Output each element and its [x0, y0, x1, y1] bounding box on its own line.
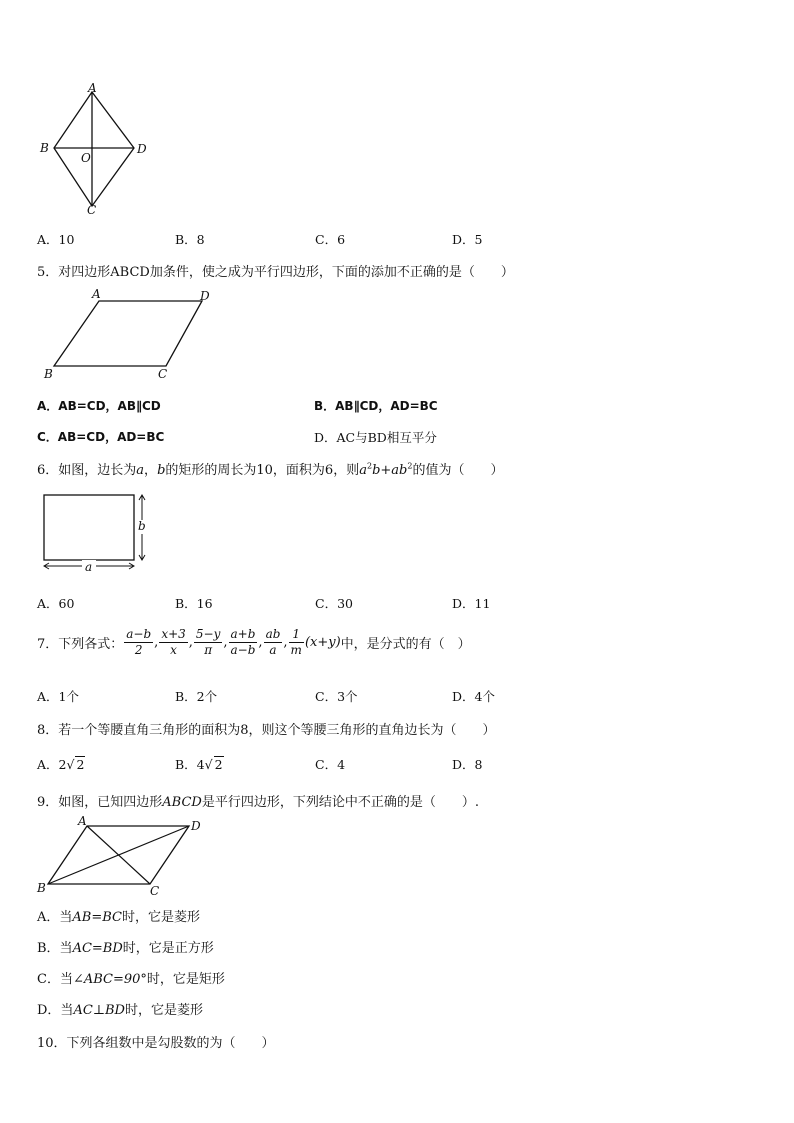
q6-stem-start: 6．如图，边长为	[37, 463, 137, 478]
diagonal-bd	[48, 826, 189, 884]
q9-option-a[interactable]	[37, 906, 200, 925]
q7-stem: 7．下列各式： $\frac{a-b}{2}$ , $\frac{x+3}{x}$ , $\frac{5-y}{\pi}$ , $\frac{a+b}{a-b}$ , $\frac{ab}{a}$ , $\frac{1}{m}$ (x+y)中，是分式的有（ ）	[37, 627, 471, 657]
fraction-2: $\frac{x+3}{x}$	[161, 627, 186, 657]
q9-option-c-expr: ∠ABC=90°	[72, 972, 147, 987]
q10-stem: 10．下列各组数中是勾股数的为（ ）	[37, 1036, 275, 1051]
q5-stem: 5．对四边形ABCD加条件，使之成为平行四边形，下面的添加不正确的是（ ）	[37, 265, 514, 280]
vertex-label-a: A	[92, 287, 101, 301]
fraction-6: $\frac{1}{m}$	[290, 627, 302, 657]
vertex-label-a: A	[78, 814, 87, 828]
q6-option-d[interactable]: D．11	[452, 596, 491, 611]
q8-option-a-prefix: A．2	[37, 757, 67, 772]
q8-option-a-radicand: 2	[76, 757, 85, 772]
fraction-5: $\frac{ab}{a}$	[265, 627, 281, 657]
rectangle-figure	[36, 490, 161, 578]
side-label-a: a	[85, 560, 93, 574]
q8-stem: 8．若一个等腰直角三角形的面积为8，则这个等腰三角形的直角边长为（ ）	[37, 723, 496, 738]
vertex-label-d: D	[137, 142, 147, 156]
q8-option-a[interactable]	[37, 755, 85, 773]
fraction-4: $\frac{a+b}{a-b}$	[230, 627, 256, 657]
q5-option-c[interactable]	[37, 428, 164, 445]
vertex-label-b: B	[37, 881, 46, 895]
q9-option-c[interactable]	[37, 968, 225, 987]
q9-option-a-expr: AB=BC	[72, 910, 122, 925]
side-label-b: b	[138, 519, 146, 533]
rhombus-outline	[54, 92, 134, 206]
vertex-label-c: C	[150, 884, 160, 898]
q4-option-b[interactable]: B．8	[175, 232, 205, 247]
parallelogram-figure-q9	[34, 814, 209, 898]
center-label-o: O	[81, 151, 91, 165]
q6-stem-mid: 的矩形的周长为10，面积为6，则	[165, 463, 360, 478]
q4-option-d[interactable]: D．5	[452, 232, 483, 247]
q5-option-b-text: B．AB∥CD，AD=BC	[314, 399, 438, 413]
parallelogram-figure-q5	[40, 286, 220, 382]
q6-expr-a: a	[359, 463, 367, 478]
rectangle-outline	[44, 495, 134, 560]
q6-stem-end: 的值为（ ）	[412, 463, 504, 478]
q7-option-a[interactable]: A．1个	[37, 689, 79, 704]
vertex-label-a: A	[88, 82, 97, 95]
vertex-label-d: D	[200, 289, 210, 303]
q9-stem-var: ABCD	[162, 795, 202, 810]
q5-option-a[interactable]	[37, 397, 161, 414]
q7-stem-start: 7．下列各式：	[37, 637, 124, 652]
q7-tail-expr: (x+y)	[304, 635, 341, 650]
q6-exponent-b: 2	[407, 461, 413, 471]
vertex-label-d: D	[191, 819, 201, 833]
q6-option-c[interactable]: C．30	[315, 596, 353, 611]
q6-exponent: 2	[366, 461, 373, 471]
q4-option-c[interactable]: C．6	[315, 232, 346, 247]
q9-option-a-suffix: 时，它是菱形	[121, 910, 200, 925]
rhombus-figure	[35, 82, 160, 217]
q9-option-d-expr: AC⊥BD	[73, 1003, 125, 1018]
sqrt-symbol: √	[66, 757, 75, 772]
q6-option-b[interactable]: B．16	[175, 596, 213, 611]
q9-option-b-prefix: B．当	[37, 941, 73, 956]
vertex-label-c: C	[158, 367, 168, 381]
q9-option-a-prefix: A．当	[37, 910, 73, 925]
q9-option-b[interactable]	[37, 937, 214, 956]
q5-option-b[interactable]	[314, 397, 438, 414]
q8-option-b[interactable]	[175, 755, 224, 773]
sqrt-symbol: √	[204, 757, 213, 772]
q7-option-b[interactable]: B．2个	[175, 689, 218, 704]
q6-comma: ，	[144, 463, 158, 478]
vertex-label-c: C	[87, 203, 97, 217]
q8-option-b-radicand: 2	[214, 757, 223, 772]
q5-option-c-text: C．AB=CD，AD=BC	[37, 430, 165, 444]
q7-option-c[interactable]: C．3个	[315, 689, 358, 704]
q9-option-d-prefix: D．当	[37, 1003, 74, 1018]
q7-option-d[interactable]: D．4个	[452, 689, 495, 704]
q7-stem-end: 中，是分式的有（ ）	[340, 637, 471, 652]
q9-option-d[interactable]	[37, 999, 203, 1018]
fraction-1: $\frac{a-b}{2}$	[126, 627, 152, 657]
q9-stem	[37, 791, 479, 810]
q6-stem	[37, 459, 503, 478]
q9-stem-end: 是平行四边形，下列结论中不正确的是（ ）.	[201, 795, 479, 810]
q9-option-b-suffix: 时，它是正方形	[122, 941, 214, 956]
q8-option-d[interactable]: D．8	[452, 757, 483, 772]
q6-expr-b: b+ab	[372, 463, 408, 478]
q6-var-a: a	[136, 463, 145, 478]
q5-option-a-text: A．AB=CD，AB∥CD	[37, 399, 161, 413]
q6-option-a[interactable]: A．60	[37, 596, 75, 611]
q9-stem-start: 9．如图，已知四边形	[37, 795, 163, 810]
q9-option-b-expr: AC=BD	[72, 941, 123, 956]
parallelogram-outline	[54, 301, 202, 366]
q9-option-d-suffix: 时，它是菱形	[124, 1003, 203, 1018]
q6-var-b: b	[157, 463, 166, 478]
q9-option-c-suffix: 时，它是矩形	[146, 972, 225, 987]
fraction-3: $\frac{5-y}{\pi}$	[195, 627, 221, 657]
q8-option-b-prefix: B．4	[175, 757, 205, 772]
vertex-label-b: B	[40, 141, 49, 155]
vertex-label-b: B	[44, 367, 53, 381]
q4-option-a[interactable]: A．10	[37, 232, 75, 247]
q9-option-c-prefix: C．当	[37, 972, 73, 987]
q5-option-d[interactable]: D．AC与BD相互平分	[314, 430, 437, 445]
q8-option-c[interactable]: C．4	[315, 757, 346, 772]
